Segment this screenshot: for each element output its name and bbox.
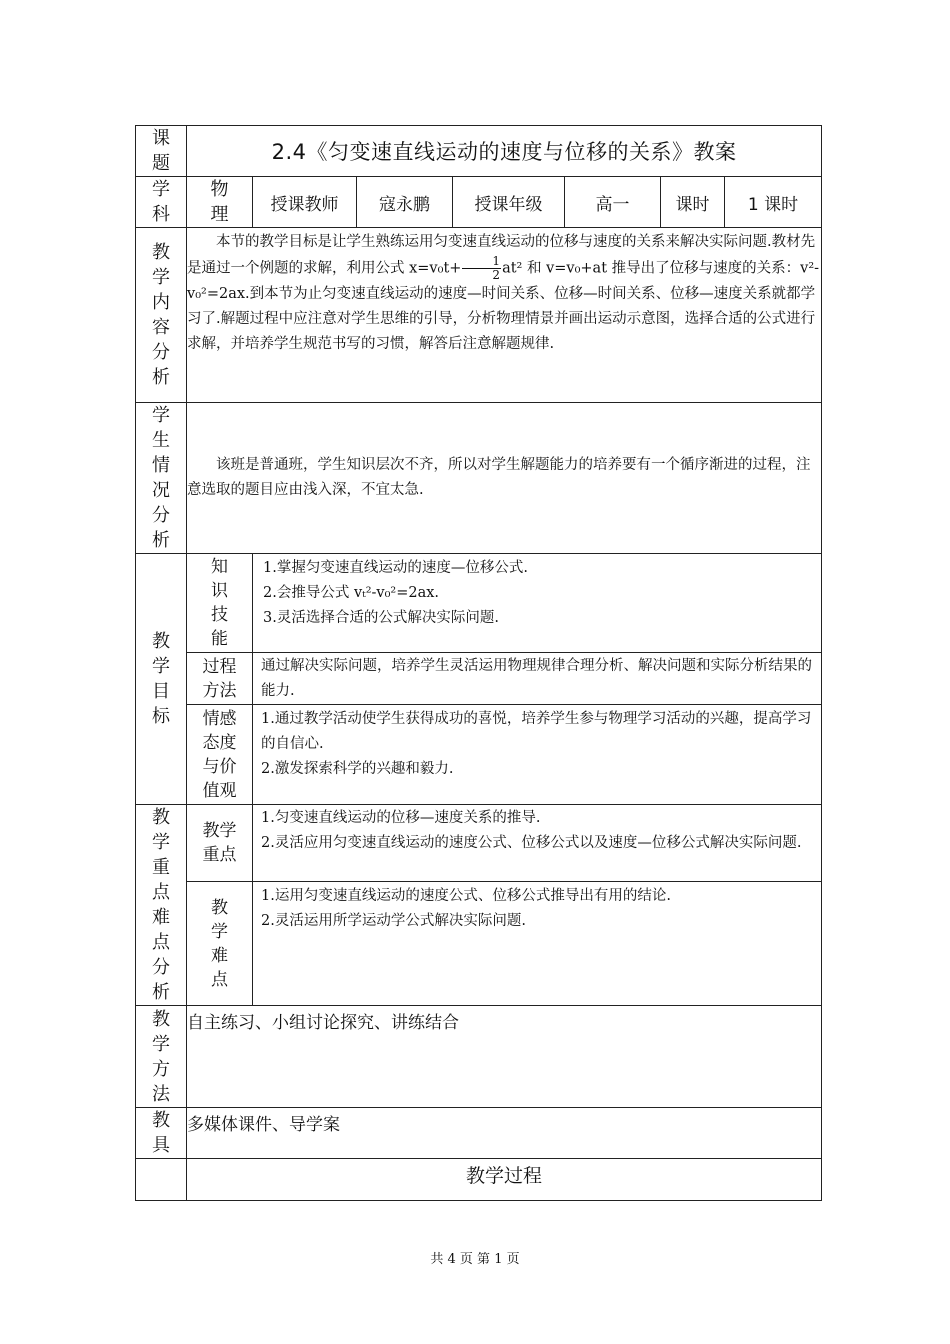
attitude-label: 情感 态度 与价 值观 — [187, 705, 253, 805]
methods-row — [136, 1006, 822, 1108]
content-analysis-text — [187, 228, 822, 403]
process-heading-blank — [136, 1159, 187, 1201]
hours-label: 课时 — [661, 177, 725, 228]
tools-row — [136, 1108, 822, 1159]
content-text-part2: at² 和 v=v₀+at 推导出了位移与速度的关系：v²-v₀²=2ax.到本节为止匀变速直线运动的速度—时间关系、位移—时间关系、位移—速度关系就都学习了.解题过程中应注意对学生思维的引导，分析物理情景并画出运动示意图，选择合适的公式进行求解，并培养学生规范书写的习惯，解答后注意解题规律. — [187, 260, 820, 352]
subject-label: 学 科 — [136, 177, 187, 228]
tools-label: 教 具 — [136, 1108, 187, 1159]
attitude-item: 1.通过教学活动使学生获得成功的喜悦，培养学生参与物理学习活动的兴趣，提高学习的自信心. — [261, 711, 812, 752]
teacher-value: 寇永鹏 — [357, 177, 453, 228]
content-text-part1: 本节的教学目标是让学生熟练运用匀变速直线运动的位移与速度的关系来解决实际问题.教材先是通过一个例题的求解，利用公式 x=v₀t+ — [187, 234, 816, 277]
student-analysis-row — [136, 403, 822, 554]
grade-value: 高一 — [565, 177, 661, 228]
page-footer: 共 4 页 第 1 页 — [430, 1252, 520, 1267]
process-label: 过程 方法 — [187, 653, 253, 705]
student-analysis-text: 该班是普通班，学生知识层次不齐，所以对学生解题能力的培养要有一个循序渐进的过程，注意选取的题目应由浅入深，不宜太急. — [187, 457, 811, 498]
difficulty-label: 教 学 难 点 — [187, 882, 253, 1006]
student-analysis-label: 学 生 情 况 分 析 — [136, 403, 187, 554]
subject-value: 物 理 — [187, 177, 253, 228]
focus-items — [253, 805, 822, 882]
info-row — [136, 177, 822, 228]
difficulty-row — [136, 882, 822, 1006]
hours-value: 1 课时 — [725, 177, 822, 228]
process-text: 通过解决实际问题，培养学生灵活运用物理规律合理分析、解决问题和实际分析结果的能力. — [253, 653, 822, 705]
process-heading: 教学过程 — [187, 1159, 822, 1201]
content-analysis-row — [136, 228, 822, 403]
focus-row — [136, 805, 822, 882]
content-analysis-label: 教 学 内 容 分 析 — [136, 228, 187, 403]
grade-label: 授课年级 — [453, 177, 565, 228]
knowledge-item: 1.掌握匀变速直线运动的速度—位移公式. — [263, 560, 528, 576]
focus-item: 2.灵活应用匀变速直线运动的速度公式、位移公式以及速度—位移公式解决实际问题. — [261, 835, 802, 851]
focus-item: 1.匀变速直线运动的位移—速度关系的推导. — [261, 810, 541, 826]
student-analysis-cell — [187, 403, 822, 554]
methods-value: 自主练习、小组讨论探究、讲练结合 — [187, 1006, 822, 1108]
lesson-plan-table — [135, 125, 822, 1201]
fraction-numerator: 1 — [462, 255, 501, 269]
goal-knowledge-row — [136, 554, 822, 653]
teacher-label: 授课教师 — [253, 177, 357, 228]
goals-label: 教 学 目 标 — [136, 554, 187, 805]
goal-attitude-row — [136, 705, 822, 805]
attitude-item: 2.激发探索科学的兴趣和毅力. — [261, 761, 454, 777]
knowledge-item: 2.会推导公式 vₜ²-v₀²=2ax. — [263, 585, 440, 601]
tools-value: 多媒体课件、导学案 — [187, 1108, 822, 1159]
attitude-items — [253, 705, 822, 805]
difficulty-item: 2.灵活运用所学运动学公式解决实际问题. — [261, 913, 526, 930]
goal-process-row — [136, 653, 822, 705]
focus-label: 教学 重点 — [187, 805, 253, 882]
fraction-one-half — [462, 255, 501, 282]
lesson-title: 2.4《匀变速直线运动的速度与位移的关系》教案 — [187, 126, 822, 177]
topic-row — [136, 126, 822, 177]
fraction-denominator: 2 — [492, 268, 501, 282]
process-heading-row — [136, 1159, 822, 1201]
difficulty-items — [253, 882, 822, 1006]
difficulty-item: 1.运用匀变速直线运动的速度公式、位移公式推导出有用的结论. — [261, 888, 671, 905]
knowledge-label: 知 识 技 能 — [187, 554, 253, 653]
topic-label: 课 题 — [136, 126, 187, 177]
key-points-label: 教 学 重 点 难 点 分 析 — [136, 805, 187, 1006]
knowledge-items — [253, 554, 822, 653]
methods-label: 教 学 方 法 — [136, 1006, 187, 1108]
knowledge-item: 3.灵活选择合适的公式解决实际问题. — [263, 610, 499, 626]
